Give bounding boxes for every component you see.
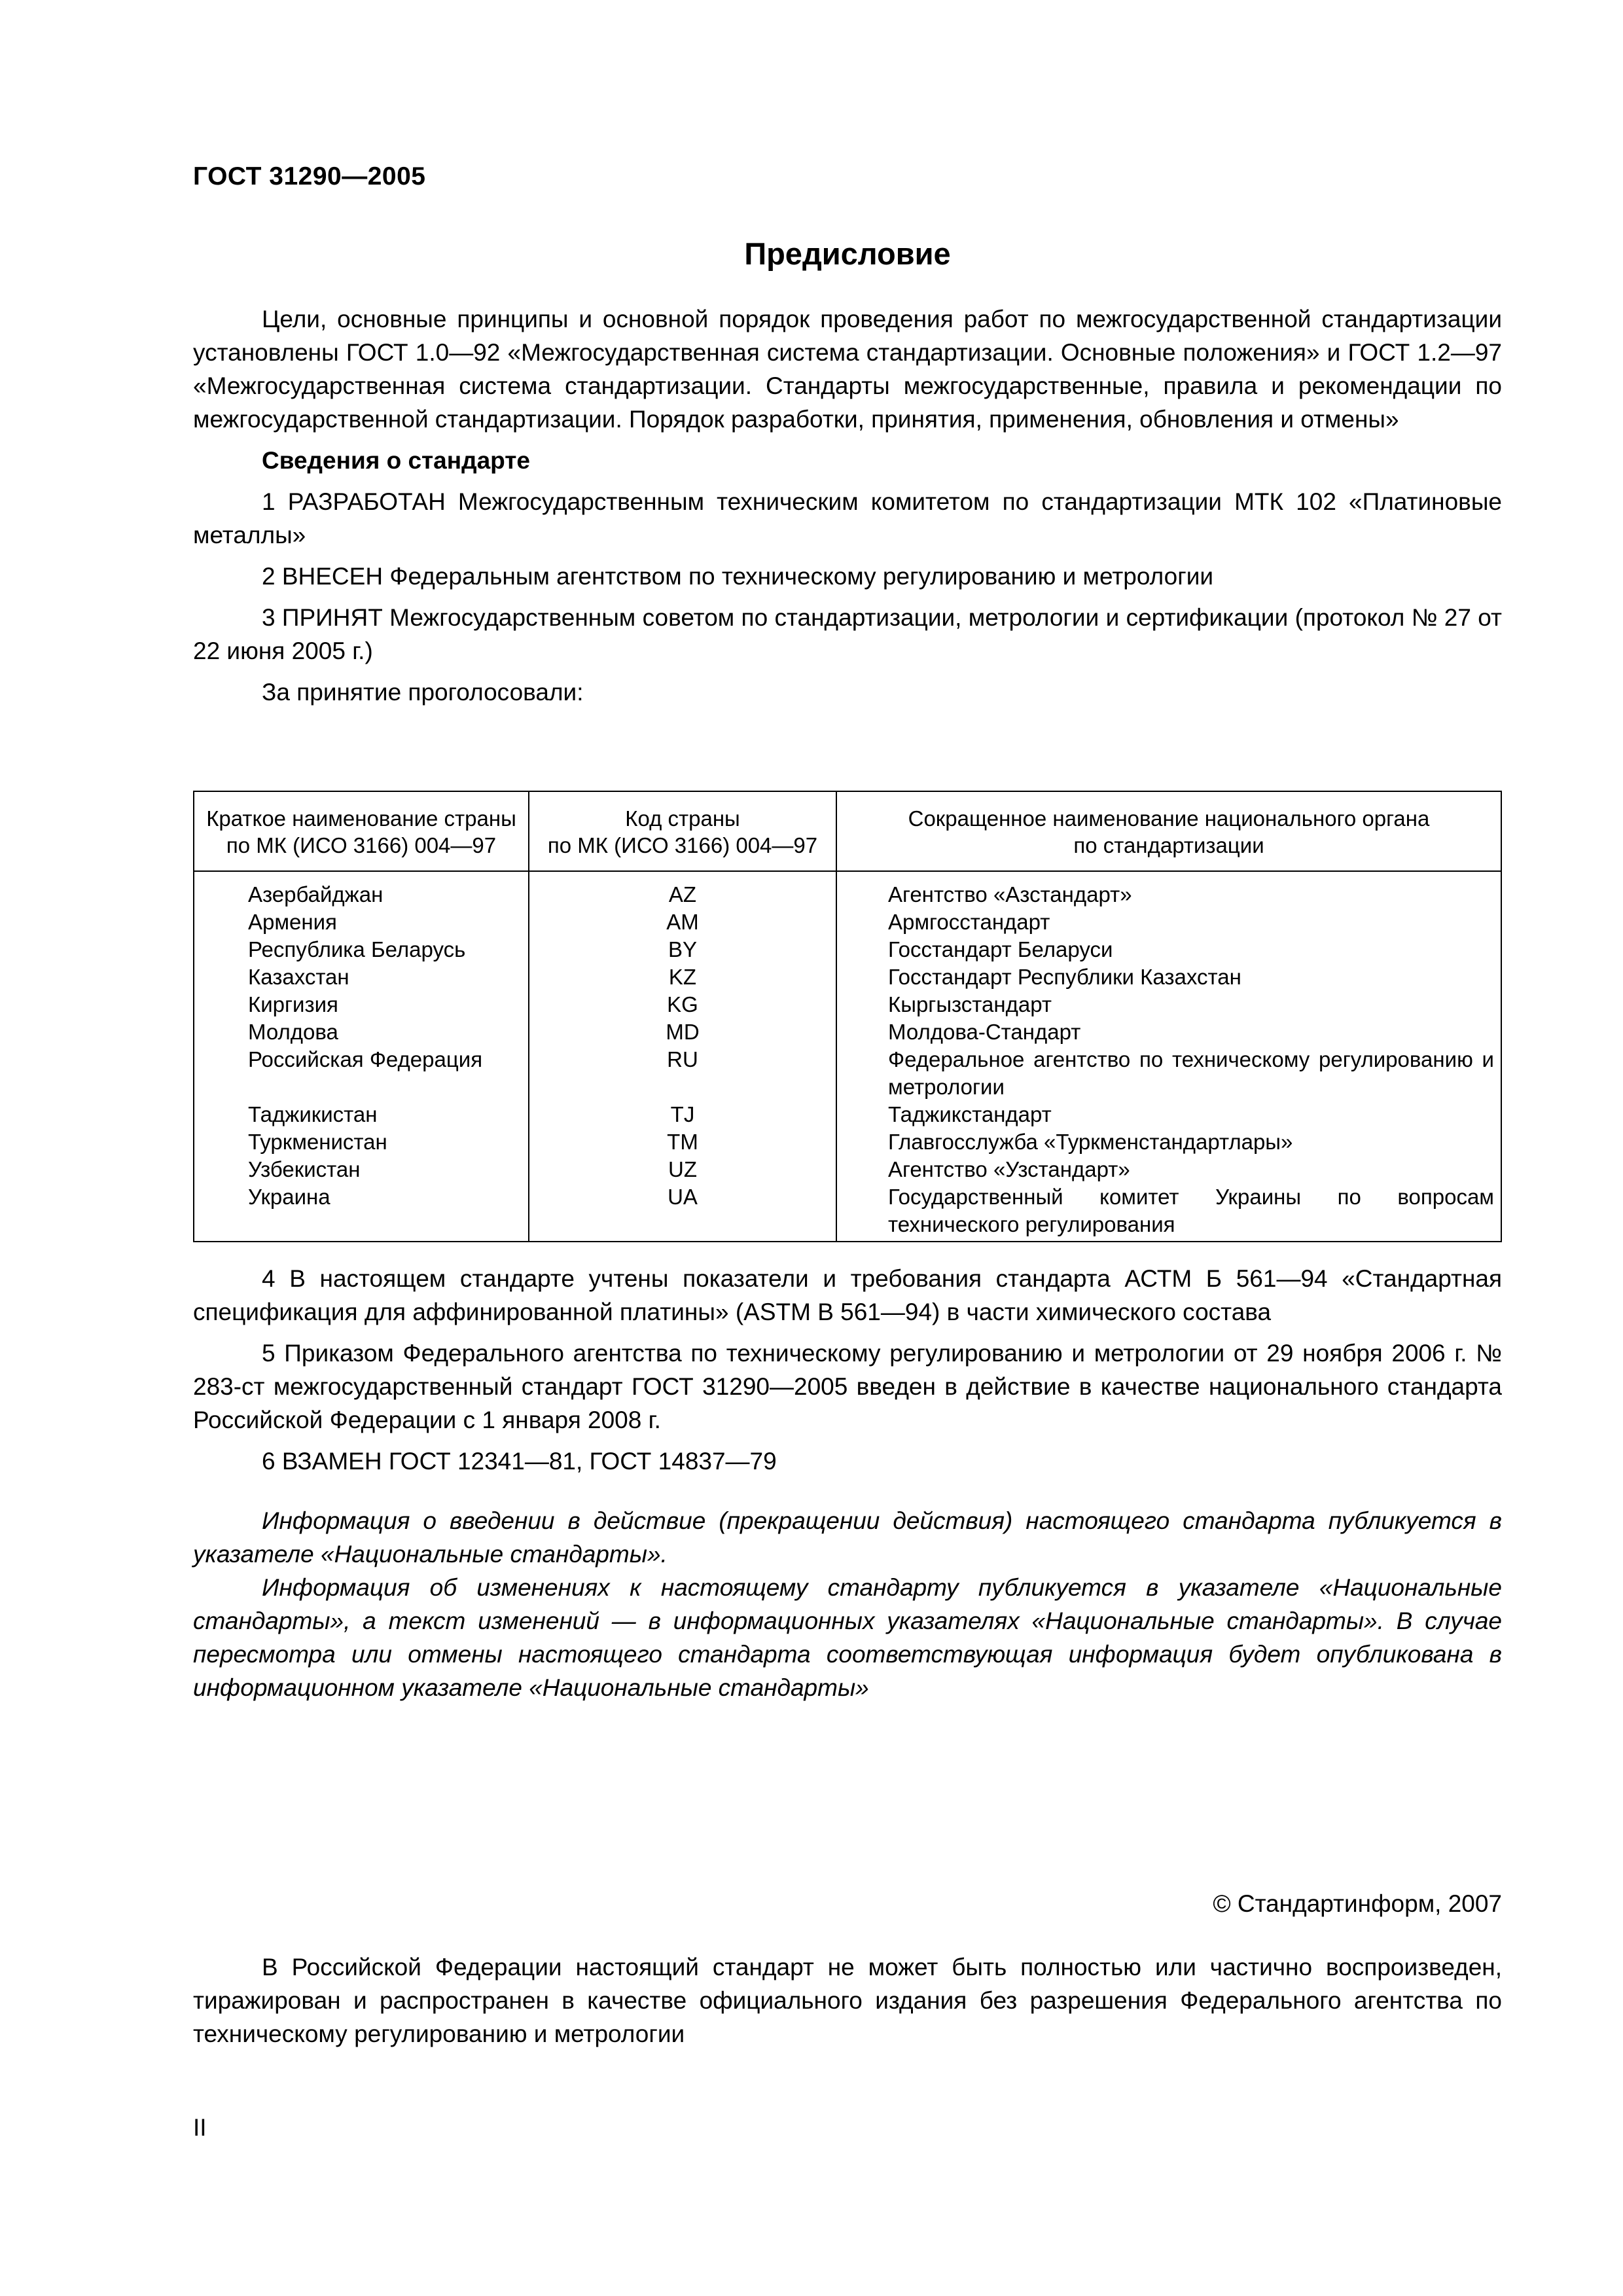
table-row	[194, 963, 1501, 991]
country-cell: Армения	[194, 908, 529, 936]
item-2: 2 ВНЕСЕН Федеральным агентством по техническому регулированию и метрологии	[262, 563, 1214, 590]
code-cell: MD	[529, 1018, 836, 1046]
header-country-line2: по МК (ИСО 3166) 004—97	[226, 833, 497, 857]
rights-notice: В Российской Федерации настоящий стандарт не может быть полностью или частично воспроизведен, тиражирован и распространен в качестве официального издания без разрешения Федерального агентства по техническому регулированию и метрологии	[193, 1954, 1502, 2047]
body-cell: Госстандарт Беларуси	[836, 936, 1501, 963]
table-header-row	[194, 791, 1501, 871]
table-row	[194, 1046, 1501, 1101]
item-6: 6 ВЗАМЕН ГОСТ 12341—81, ГОСТ 14837—79	[262, 1448, 777, 1475]
foreword-top	[193, 302, 1502, 709]
table-row	[194, 1018, 1501, 1046]
body-cell: Государственный комитет Украины по вопросам технического регулирования	[836, 1183, 1501, 1242]
code-cell: TM	[529, 1128, 836, 1156]
rights-block	[193, 1950, 1502, 2051]
country-cell: Украина	[194, 1183, 529, 1242]
table-row	[194, 871, 1501, 908]
country-cell: Казахстан	[194, 963, 529, 991]
header-body-line1: Сокращенное наименование национального органа	[908, 806, 1430, 831]
gost-number-header: ГОСТ 31290—2005	[193, 162, 426, 190]
code-cell: UA	[529, 1183, 836, 1242]
voting-table	[193, 791, 1502, 1242]
table-row	[194, 1101, 1501, 1128]
header-body	[836, 791, 1501, 871]
code-cell: AZ	[529, 871, 836, 908]
page-title: Предисловие	[744, 236, 951, 271]
table-row	[194, 936, 1501, 963]
body-cell: Кыргызстандарт	[836, 991, 1501, 1018]
country-cell: Киргизия	[194, 991, 529, 1018]
header-country-line1: Краткое наименование страны	[206, 806, 516, 831]
body-cell: Агентство «Узстандарт»	[836, 1156, 1501, 1183]
country-cell: Туркменистан	[194, 1128, 529, 1156]
item-3: 3 ПРИНЯТ Межгосударственным советом по стандартизации, метрологии и сертификации (протокол № 27 от 22 июня 2005 г.)	[193, 604, 1502, 664]
country-cell: Республика Беларусь	[194, 936, 529, 963]
code-cell: BY	[529, 936, 836, 963]
header-code-line2: по МК (ИСО 3166) 004—97	[547, 833, 818, 857]
country-cell: Российская Федерация	[194, 1046, 529, 1101]
code-cell: KG	[529, 991, 836, 1018]
table-row	[194, 1183, 1501, 1242]
country-cell: Молдова	[194, 1018, 529, 1046]
body-cell: Федеральное агентство по техническому регулированию и метрологии	[836, 1046, 1501, 1101]
info-heading: Сведения о стандарте	[262, 447, 530, 474]
code-cell: KZ	[529, 963, 836, 991]
header-code-line1: Код страны	[625, 806, 740, 831]
header-body-line2: по стандартизации	[1073, 833, 1264, 857]
item-4: 4 В настоящем стандарте учтены показатели и требования стандарта АСТМ Б 561—94 «Стандартная спецификация для аффинированной платины» (ASTM В 561—94) в части химического состава	[193, 1265, 1502, 1325]
body-cell: Молдова-Стандарт	[836, 1018, 1501, 1046]
body-cell: Госстандарт Республики Казахстан	[836, 963, 1501, 991]
item-5: 5 Приказом Федерального агентства по техническому регулированию и метрологии от 29 ноября 2006 г. № 283-ст межгосударственный стандарт ГОСТ 31290—2005 введен в действие в качестве национального стандарта Российской Федерации с 1 января 2008 г.	[193, 1340, 1502, 1433]
copyright: © Стандартинформ, 2007	[1213, 1890, 1502, 1917]
intro-paragraph: Цели, основные принципы и основной порядок проведения работ по межгосударственной стандартизации установлены ГОСТ 1.0—92 «Межгосударственная система стандартизации. Основные положения» и ГОСТ 1.2—97 «Межгосударственная система стандартизации. Стандарты межгосударственные, правила и рекомендации по межгосударственной стандартизации. Порядок разработки, принятия, применения, обновления и отмены»	[193, 306, 1502, 433]
table-row	[194, 908, 1501, 936]
code-cell: RU	[529, 1046, 836, 1101]
code-cell: TJ	[529, 1101, 836, 1128]
body-cell: Агентство «Азстандарт»	[836, 871, 1501, 908]
country-cell: Таджикистан	[194, 1101, 529, 1128]
body-cell: Таджикстандарт	[836, 1101, 1501, 1128]
foreword-bottom	[193, 1262, 1502, 1704]
code-cell: UZ	[529, 1156, 836, 1183]
voted-label: За принятие проголосовали:	[262, 679, 584, 706]
page-number: II	[193, 2114, 207, 2141]
code-cell: AM	[529, 908, 836, 936]
country-cell: Азербайджан	[194, 871, 529, 908]
header-country	[194, 791, 529, 871]
table-row	[194, 1128, 1501, 1156]
item-1: 1 РАЗРАБОТАН Межгосударственным техническим комитетом по стандартизации МТК 102 «Платиновые металлы»	[193, 488, 1502, 548]
country-cell: Узбекистан	[194, 1156, 529, 1183]
body-cell: Главгосслужба «Туркменстандартлары»	[836, 1128, 1501, 1156]
header-code	[529, 791, 836, 871]
note-introduction: Информация о введении в действие (прекращении действия) настоящего стандарта публикуется в указателе «Национальные стандарты».	[193, 1507, 1502, 1568]
body-cell: Армгосстандарт	[836, 908, 1501, 936]
table-row	[194, 1156, 1501, 1183]
note-changes: Информация об изменениях к настоящему стандарту публикуется в указателе «Национальные стандарты», а текст изменений — в информационных указателях «Национальные стандарты». В случае пересмотра или отмены настоящего стандарта соответствующая информация будет опубликована в информационном указателе «Национальные стандарты»	[193, 1574, 1502, 1701]
table-row	[194, 991, 1501, 1018]
